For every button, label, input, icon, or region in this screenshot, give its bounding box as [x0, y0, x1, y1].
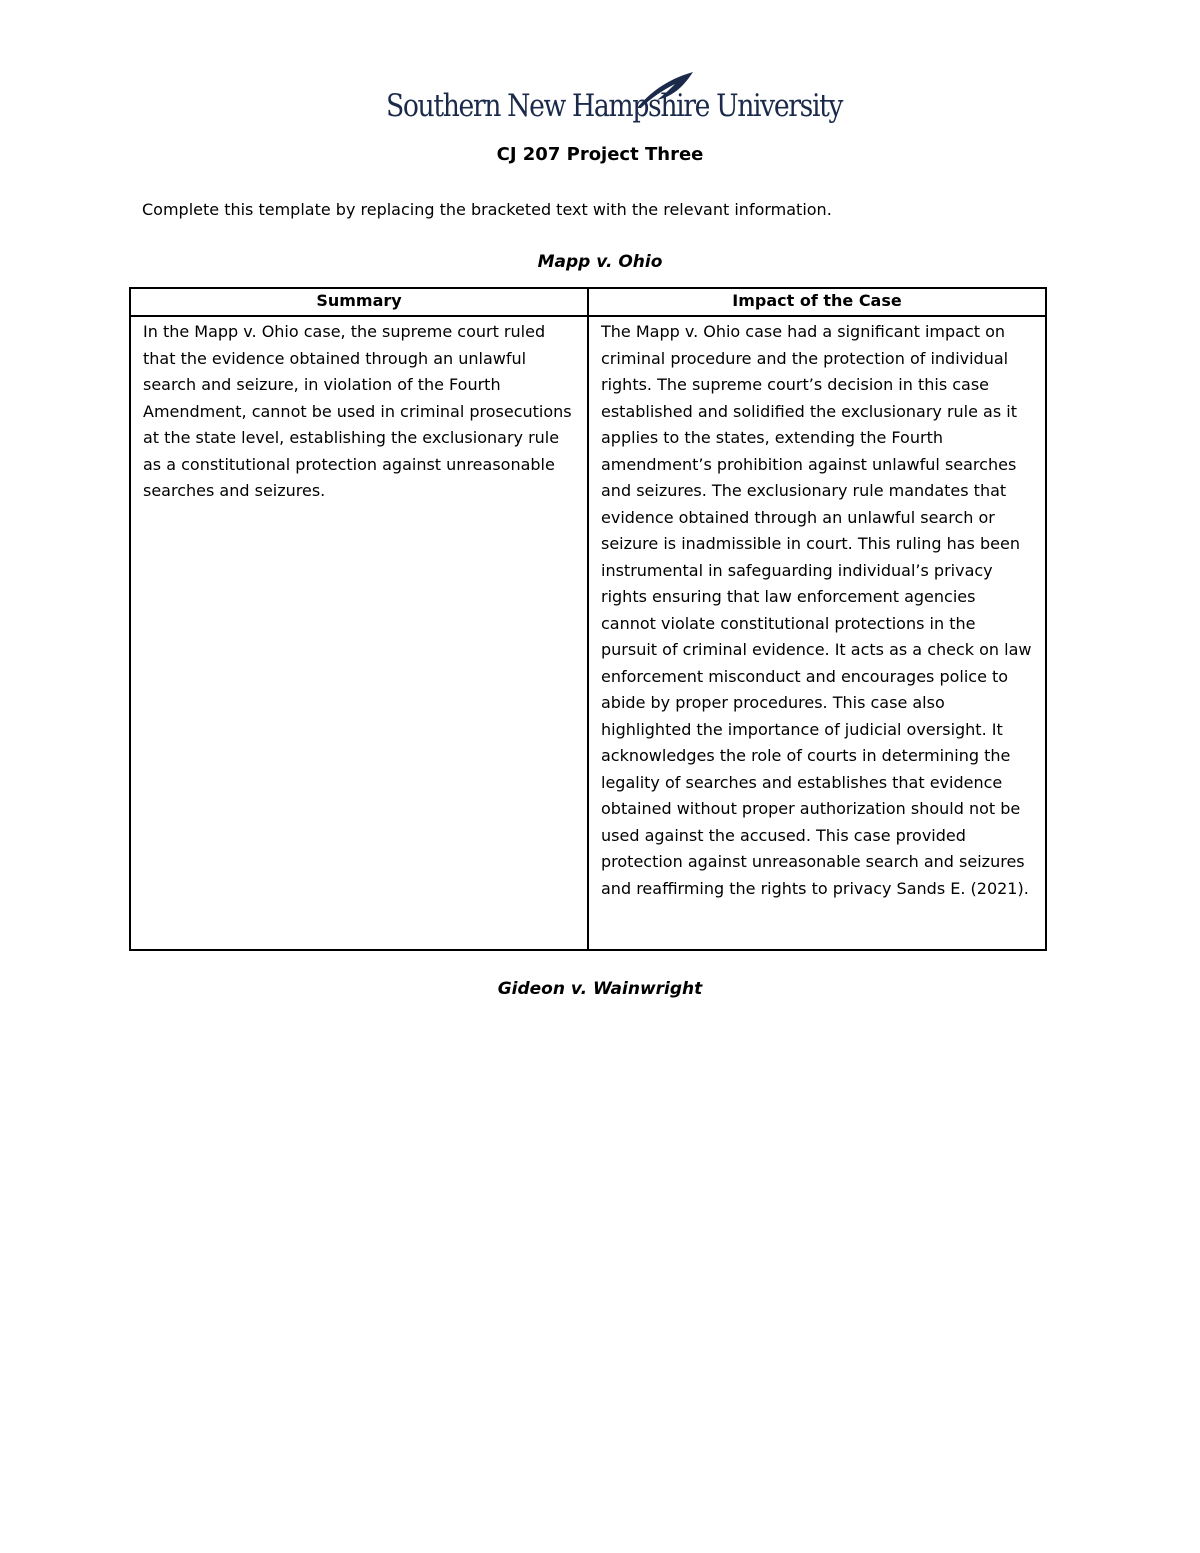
university-logo [386, 70, 843, 138]
table-row [130, 316, 1046, 950]
case-heading-mapp: Mapp v. Ohio [537, 252, 663, 272]
table-header-row [130, 288, 1046, 316]
university-name: Southern New Hampshire University [386, 88, 843, 124]
document-title: CJ 207 Project Three [496, 144, 704, 165]
case-heading-gideon: Gideon v. Wainwright [497, 979, 703, 999]
summary-cell: In the Mapp v. Ohio case, the supreme court ruled that the evidence obtained through an unlawful search and seizure, in violation of the Fourth Amendment, cannot be used in criminal prosecutions at the state level, establishing the exclusionary rule as a constitutional protection against unreasonable searches and seizures. [130, 316, 588, 950]
impact-cell: The Mapp v. Ohio case had a significant impact on criminal procedure and the protection of individual rights. The supreme court’s decision in this case established and solidified the exclusionary rule as it applies to the states, extending the Fourth amendment’s prohibition against unlawful searches and seizures. The exclusionary rule mandates that evidence obtained through an unlawful search or seizure is inadmissible in court. This ruling has been instrumental in safeguarding individual’s privacy rights ensuring that law enforcement agencies cannot violate constitutional protections in the pursuit of criminal evidence. It acts as a check on law enforcement misconduct and encourages police to abide by proper procedures. This case also highlighted the importance of judicial oversight. It acknowledges the role of courts in determining the legality of searches and establishes that evidence obtained without proper authorization should not be used against the accused. This case provided protection against unreasonable search and seizures and reaffirming the rights to privacy Sands E. (2021). [588, 316, 1046, 950]
case-table-mapp [129, 287, 1047, 951]
column-header-summary: Summary [130, 288, 588, 316]
column-header-impact: Impact of the Case [588, 288, 1046, 316]
instruction-text: Complete this template by replacing the bracketed text with the relevant information. [142, 200, 832, 219]
